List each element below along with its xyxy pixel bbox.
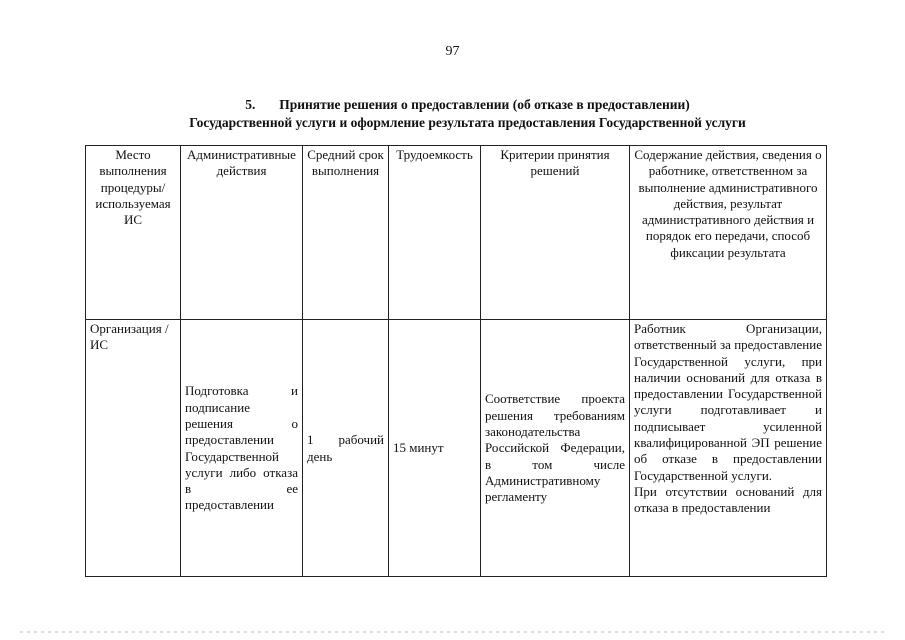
header-actions: Административные действия [181, 146, 303, 320]
header-labor: Трудоемкость [389, 146, 481, 320]
section-number: 5. [245, 97, 256, 112]
table-header-row [86, 146, 827, 320]
header-content: Содержание действия, сведения о работнике, ответственном за выполнение административного действия, результат административного действия и порядок его передачи, способ фиксации результата [630, 146, 827, 320]
cell-labor: 15 минут [389, 320, 481, 577]
section-heading [90, 96, 845, 132]
header-term: Средний срок выполнения [303, 146, 389, 320]
section-title-line2: Государственной услуги и оформление результата предоставления Государственной услуги [189, 115, 746, 130]
cell-action: Подготовка и подписание решения о предоставлении Государственной услуги либо отказа в ее предоставлении [181, 320, 303, 577]
content-paragraph-1: Работник Организации, ответственный за предоставление Государственной услуги, при наличии оснований для отказа в предоставлении Государственной услуги подготавливает и подписывает усиленной квалифицированной ЭП решение об отказе в предоставлении Государственной услуги. [634, 321, 822, 483]
section-title-line1: Принятие решения о предоставлении (об отказе в предоставлении) [279, 97, 690, 112]
header-place: Место выполнения процедуры/используемая ИС [86, 146, 181, 320]
procedure-table [85, 145, 827, 577]
table-row [86, 320, 827, 577]
cell-term: 1 рабочий день [303, 320, 389, 577]
cell-content [630, 320, 827, 577]
page-number: 97 [445, 44, 460, 59]
header-criteria: Критерии принятия решений [481, 146, 630, 320]
scan-artifact-line [20, 631, 885, 633]
section-heading-line1 [90, 96, 845, 114]
cell-criteria: Соответствие проекта решения требованиям законодательства Российской Федерации, в том числе Административному регламенту [481, 320, 630, 577]
content-paragraph-2: При отсутствии оснований для отказа в предоставлении [634, 483, 822, 516]
cell-place: Организация / ИС [86, 320, 181, 577]
